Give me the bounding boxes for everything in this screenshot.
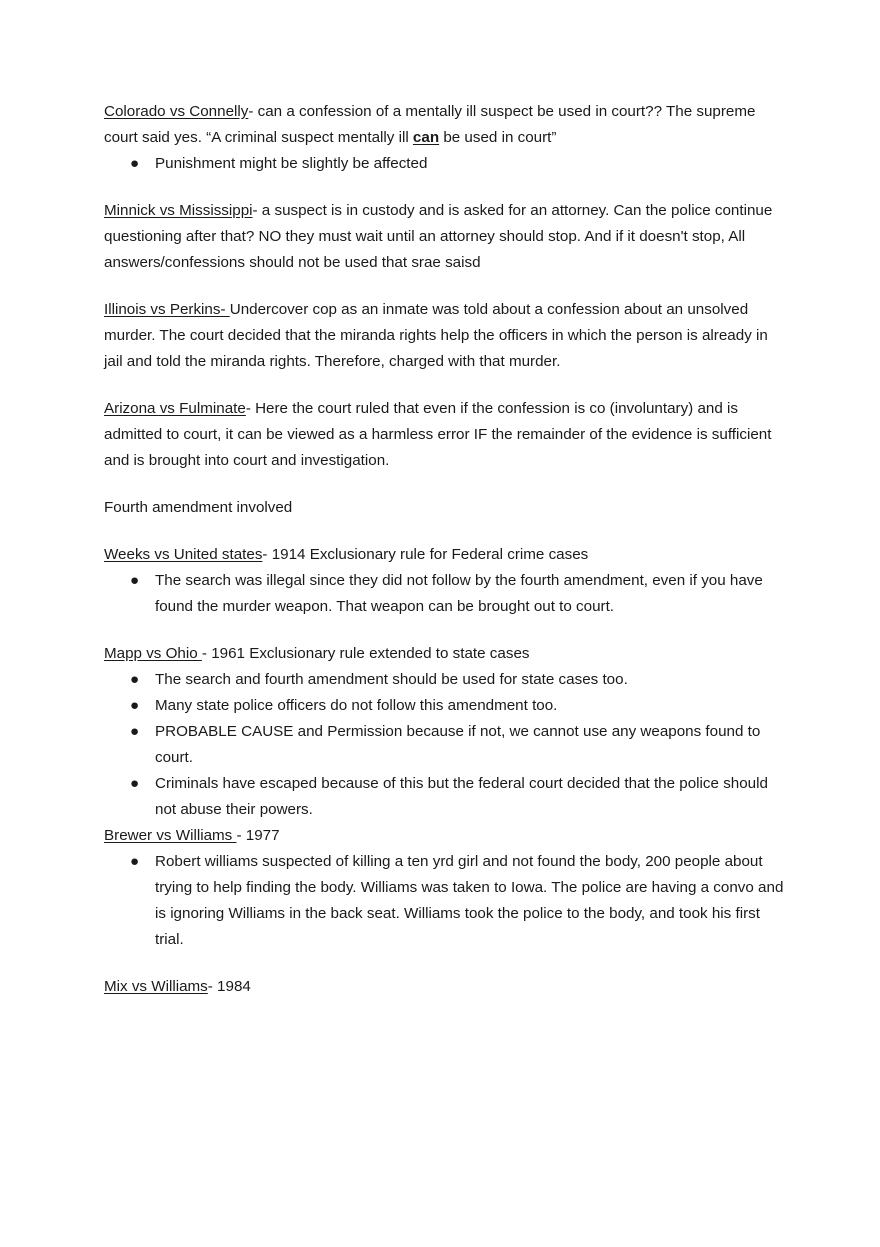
document-body <box>104 99 784 1000</box>
case-illinois-paragraph <box>104 297 784 375</box>
case-title-arizona: Arizona vs Fulminate <box>104 400 246 417</box>
case-text-mix: - 1984 <box>207 978 251 995</box>
bullet-list-mapp <box>104 667 784 823</box>
case-text-brewer: - 1977 <box>236 827 280 844</box>
list-item: ● Criminals have escaped because of this but the federal court decided that the police should not abuse their powers. <box>104 771 784 823</box>
case-brewer-paragraph <box>104 823 784 849</box>
case-text-weeks: - 1914 Exclusionary rule for Federal crime cases <box>262 546 589 563</box>
case-emphasis-can: can <box>412 129 440 146</box>
bullet-list-brewer <box>104 849 784 953</box>
list-item: ● Robert williams suspected of killing a ten yrd girl and not found the body, 200 people about trying to help finding the body. Williams was taken to Iowa. The police are having a convo and is ignoring Williams in the back seat. Williams took the police to the body, and took his first trial. <box>104 849 784 953</box>
bullet-icon: ● <box>130 572 140 589</box>
bullet-icon: ● <box>130 671 140 688</box>
bullet-icon: ● <box>130 155 140 172</box>
case-title-mix: Mix vs Williams <box>104 978 208 995</box>
case-minnick-paragraph <box>104 198 784 276</box>
case-weeks-paragraph <box>104 542 784 568</box>
list-item: ● The search was illegal since they did not follow by the fourth amendment, even if you have found the murder weapon. That weapon can be brought out to court. <box>104 568 784 620</box>
case-mapp-paragraph <box>104 641 784 667</box>
case-arizona-paragraph <box>104 396 784 474</box>
list-item: ● Punishment might be slightly be affected <box>104 151 784 177</box>
case-title-mapp: Mapp vs Ohio <box>104 645 202 662</box>
case-title-minnick: Minnick vs Mississippi <box>104 202 253 219</box>
case-colorado-paragraph <box>104 99 784 151</box>
bullet-list-colorado <box>104 151 784 177</box>
bullet-icon: ● <box>130 697 140 714</box>
case-mix-paragraph <box>104 974 784 1000</box>
case-text-arizona: - Here the court ruled that even if the confession is co (involuntary) and is admitted to court, it can be viewed as a harmless error IF the remainder of the evidence is sufficient and is brought into court and investigation. <box>104 400 772 469</box>
bullet-list-weeks <box>104 568 784 620</box>
case-text-colorado-a: - can a confession of a mentally ill suspect be used in court?? The supreme court said yes. “A criminal suspect mentally ill <box>104 103 756 146</box>
list-item: ● Many state police officers do not follow this amendment too. <box>104 693 784 719</box>
bullet-icon: ● <box>130 723 140 740</box>
case-title-illinois: Illinois vs Perkins- <box>104 301 230 318</box>
case-text-mapp: - 1961 Exclusionary rule extended to state cases <box>201 645 530 662</box>
case-text-minnick: - a suspect is in custody and is asked for an attorney. Can the police continue questioning after that? NO they must wait until an attorney should stop. And if it doesn't stop, All answers/confessions should not be used that srae saisd <box>104 202 773 271</box>
list-item: ● PROBABLE CAUSE and Permission because if not, we cannot use any weapons found to court. <box>104 719 784 771</box>
case-text-colorado-b: be used in court” <box>439 129 557 146</box>
case-text-illinois: Undercover cop as an inmate was told about a confession about an unsolved murder. The court decided that the miranda rights help the officers in which the person is already in jail and told the miranda rights. Therefore, charged with that murder. <box>104 301 768 370</box>
list-item: ● The search and fourth amendment should be used for state cases too. <box>104 667 784 693</box>
bullet-icon: ● <box>130 853 140 870</box>
case-title-colorado: Colorado vs Connelly <box>104 103 249 120</box>
bullet-icon: ● <box>130 775 140 792</box>
case-title-weeks: Weeks vs United states <box>104 546 263 563</box>
section-heading-fourth-amendment: Fourth amendment involved <box>104 499 293 516</box>
case-title-brewer: Brewer vs Williams <box>104 827 237 844</box>
